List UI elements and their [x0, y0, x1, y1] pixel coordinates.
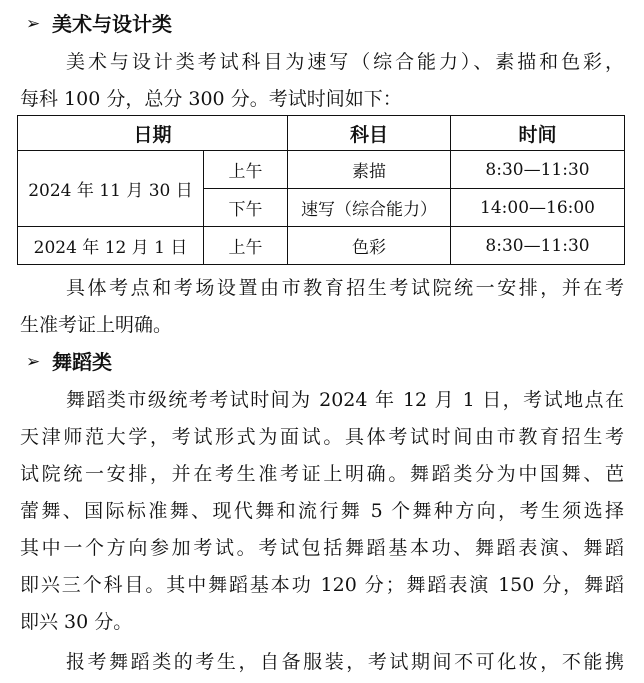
time-cell: 14:00—16:00: [451, 189, 625, 227]
paragraph-line: 即兴 30 分。: [20, 611, 133, 633]
exam-schedule-table: [17, 115, 625, 265]
subject-cell: 速写（综合能力）: [288, 189, 451, 227]
table-row: [18, 151, 625, 189]
paragraph-line: 具体考点和考场设置由市教育招生考试院统一安排，并在考: [66, 277, 624, 299]
paragraph-line: 即兴三个科目。其中舞蹈基本功 120 分；舞蹈表演 150 分，舞蹈: [20, 574, 624, 596]
subject-cell: 素描: [288, 151, 451, 189]
section-heading-dance: [26, 347, 112, 377]
table-header-row: [18, 116, 625, 151]
table-row: [18, 227, 625, 265]
time-cell: 8:30—11:30: [451, 151, 625, 189]
paragraph-line: 天津师范大学，考试形式为面试。具体考试时间由市教育招生考: [20, 426, 624, 448]
paragraph-line: 试院统一安排，并在考生准考证上明确。舞蹈类分为中国舞、芭: [20, 463, 624, 485]
section-heading-art-design: [26, 9, 172, 39]
arrow-bullet-icon: ➢: [26, 14, 41, 34]
subject-cell: 色彩: [288, 227, 451, 265]
header-date: 日期: [18, 116, 288, 151]
period-cell: 上午: [204, 227, 288, 265]
date-cell: 2024 年 11 月 30 日: [18, 151, 204, 227]
arrow-bullet-icon: ➢: [26, 352, 41, 372]
header-subject: 科目: [288, 116, 451, 151]
paragraph-line: 生准考证上明确。: [20, 314, 173, 336]
paragraph-line: 蕾舞、国际标准舞、现代舞和流行舞 5 个舞种方向，考生须选择: [20, 500, 624, 522]
section-title: 美术与设计类: [52, 12, 172, 36]
period-cell: 上午: [204, 151, 288, 189]
paragraph-line: 每科 100 分，总分 300 分。考试时间如下：: [20, 88, 402, 110]
paragraph-line: 其中一个方向参加考试。考试包括舞蹈基本功、舞蹈表演、舞蹈: [20, 537, 624, 559]
period-cell: 下午: [204, 189, 288, 227]
date-cell: 2024 年 12 月 1 日: [18, 227, 204, 265]
paragraph-line: 美术与设计类考试科目为速写（综合能力）、素描和色彩，: [66, 51, 624, 73]
time-cell: 8:30—11:30: [451, 227, 625, 265]
paragraph-line: 舞蹈类市级统考考试时间为 2024 年 12 月 1 日，考试地点在: [66, 389, 624, 411]
header-time: 时间: [451, 116, 625, 151]
paragraph-line: 报考舞蹈类的考生，自备服装，考试期间不可化妆，不能携: [66, 651, 624, 673]
section-title: 舞蹈类: [52, 350, 112, 374]
